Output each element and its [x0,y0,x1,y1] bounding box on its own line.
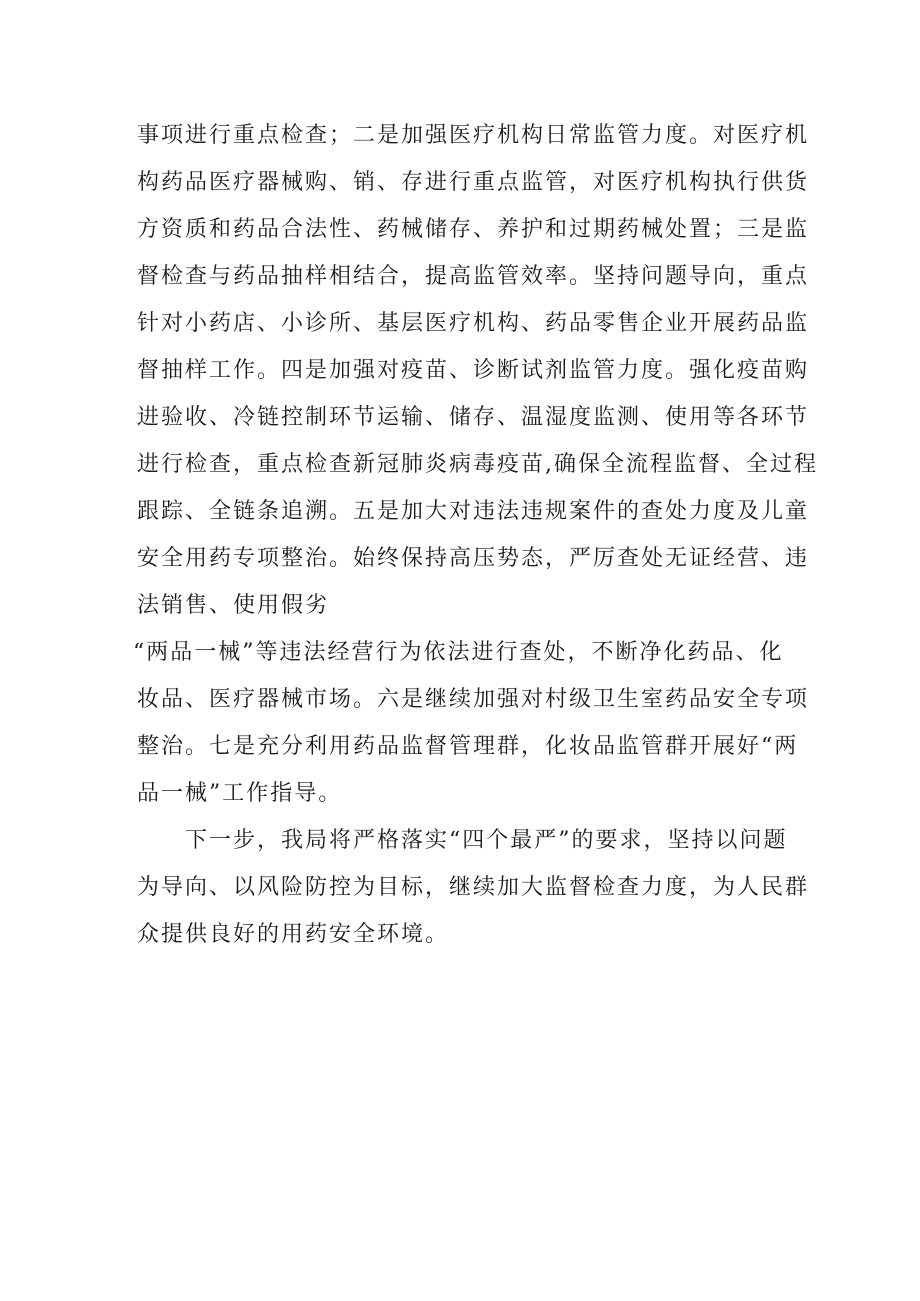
text-line: 法销售、使用假劣 [137,593,330,618]
text-line: 跟踪、全链条追溯。五是加大对违法违规案件的查处力度及儿童 [137,499,810,524]
text-line: 事项进行重点检查；二是加强医疗机构日常监管力度。对医疗机 [137,123,810,148]
text-line: 妆品、医疗器械市场。六是继续加强对村级卫生室药品安全专项 [137,687,810,712]
text-line: 方资质和药品合法性、药械储存、养护和过期药械处置；三是监 [137,217,810,242]
text-line: 为导向、以风险防控为目标，继续加大监督检查力度，为人民群 [137,875,810,900]
text-line: “两品一械”等违法经营行为依法进行查处，不断净化药品、化 [133,640,784,665]
text-line: 品一械”工作指导。 [137,781,343,806]
text-line: 针对小药店、小诊所、基层医疗机构、药品零售企业开展药品监 [137,311,810,336]
document-body [133,112,818,958]
text-line: 安全用药专项整治。始终保持高压势态，严厉查处无证经营、违 [137,546,810,571]
paragraph-first-line: 下一步，我局将严格落实“四个最严”的要求，坚持以问题 [185,828,788,853]
text-line: 进验收、冷链控制环节运输、储存、温湿度监测、使用等各环节 [137,405,810,430]
text-line: 督抽样工作。四是加强对疫苗、诊断试剂监管力度。强化疫苗购 [137,358,810,383]
text-line: 督检查与药品抽样相结合，提高监管效率。坚持问题导向，重点 [137,264,810,289]
text-line: 众提供良好的用药安全环境。 [137,922,450,947]
text-line: 整治。七是充分利用药品监督管理群，化妆品监管群开展好“两 [137,734,799,759]
text-line: 构药品医疗器械购、销、存进行重点监管，对医疗机构执行供货 [137,170,810,195]
text-line: 进行检查，重点检查新冠肺炎病毒疫苗,确保全流程监督、全过程 [137,452,818,477]
